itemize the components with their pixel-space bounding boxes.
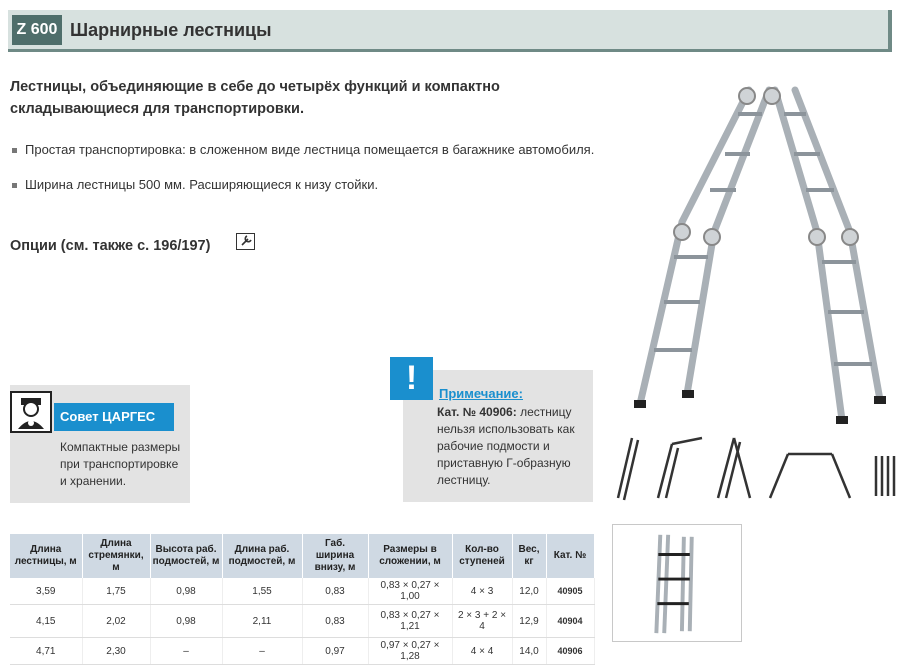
table-row [10, 638, 594, 665]
table-cell: 12,0 [512, 578, 546, 605]
table-cell: 4 × 4 [452, 638, 512, 665]
feature-list [10, 141, 600, 211]
table-cell: 0,97 × 0,27 × 1,28 [368, 638, 452, 665]
table-cell: 2,02 [82, 605, 150, 638]
product-code: Z 600 [12, 15, 62, 45]
table-row [10, 578, 594, 605]
col-header: Кол-во ступеней [452, 534, 512, 578]
note-title: Примечание: [439, 386, 523, 401]
table-row [10, 605, 594, 638]
col-header: Кат. № [546, 534, 594, 578]
table-cell: – [222, 638, 302, 665]
feature-text: Простая транспортировка: в сложенном виде лестница помещается в багажнике автомобиля. [25, 142, 595, 157]
note-text [437, 404, 587, 489]
ladder-configurations [610, 432, 900, 502]
col-header: Длина стремянки, м [82, 534, 150, 578]
worker-avatar-icon [10, 391, 52, 433]
table-cell: 0,83 [302, 605, 368, 638]
bullet-square-icon [12, 148, 17, 153]
table-cell: 2,11 [222, 605, 302, 638]
ladder-photo [612, 72, 897, 432]
table-cell: 0,83 × 0,27 × 1,21 [368, 605, 452, 638]
table-cell: 0,98 [150, 605, 222, 638]
section-title: Шарнирные лестницы [70, 20, 272, 40]
note-box [403, 359, 593, 502]
options-heading: Опции (см. также с. 196/197) [10, 238, 211, 254]
table-cell: 40904 [546, 605, 594, 638]
table-cell: 0,97 [302, 638, 368, 665]
wrench-icon[interactable] [236, 233, 255, 250]
col-header: Вес, кг [512, 534, 546, 578]
advice-title: Совет ЦАРГЕС [54, 403, 174, 431]
table-cell: 40905 [546, 578, 594, 605]
table-cell: 4,15 [10, 605, 82, 638]
table-cell: 0,98 [150, 578, 222, 605]
list-item [10, 176, 600, 194]
table-cell: 0,83 × 0,27 × 1,00 [368, 578, 452, 605]
table-cell: – [150, 638, 222, 665]
exclamation-icon: ! [390, 357, 433, 400]
col-header: Габ. ширина внизу, м [302, 534, 368, 578]
note-cat-label: Кат. № 40906: [437, 405, 517, 419]
col-header: Длина лестницы, м [10, 534, 82, 578]
table-cell: 3,59 [10, 578, 82, 605]
folded-ladder-thumbnail [612, 524, 742, 642]
list-item [10, 141, 600, 159]
col-header: Высота раб. подмостей, м [150, 534, 222, 578]
col-header: Длина раб. подмостей, м [222, 534, 302, 578]
table-cell: 40906 [546, 638, 594, 665]
table-cell: 14,0 [512, 638, 546, 665]
spec-table [10, 534, 595, 665]
bullet-square-icon [12, 183, 17, 188]
table-cell: 2,30 [82, 638, 150, 665]
table-cell: 1,55 [222, 578, 302, 605]
note-body: лестницу нельзя использовать как рабочие подмости и приставную Г-образную лестницу. [437, 405, 575, 487]
lead-paragraph: Лестницы, объединяющие в себе до четырёх функций и компактно складывающиеся для транспортировки. [10, 79, 500, 117]
feature-text: Ширина лестницы 500 мм. Расширяющиеся к низу стойки. [25, 177, 379, 192]
table-cell: 12,9 [512, 605, 546, 638]
advice-text: Компактные размеры при транспортировке и хранении. [60, 440, 181, 488]
table-cell: 4 × 3 [452, 578, 512, 605]
table-cell: 2 × 3 + 2 × 4 [452, 605, 512, 638]
col-header: Размеры в сложении, м [368, 534, 452, 578]
table-header-row [10, 534, 594, 578]
table-cell: 0,83 [302, 578, 368, 605]
section-header [8, 10, 892, 52]
advice-box [10, 385, 190, 503]
table-cell: 4,71 [10, 638, 82, 665]
table-cell: 1,75 [82, 578, 150, 605]
